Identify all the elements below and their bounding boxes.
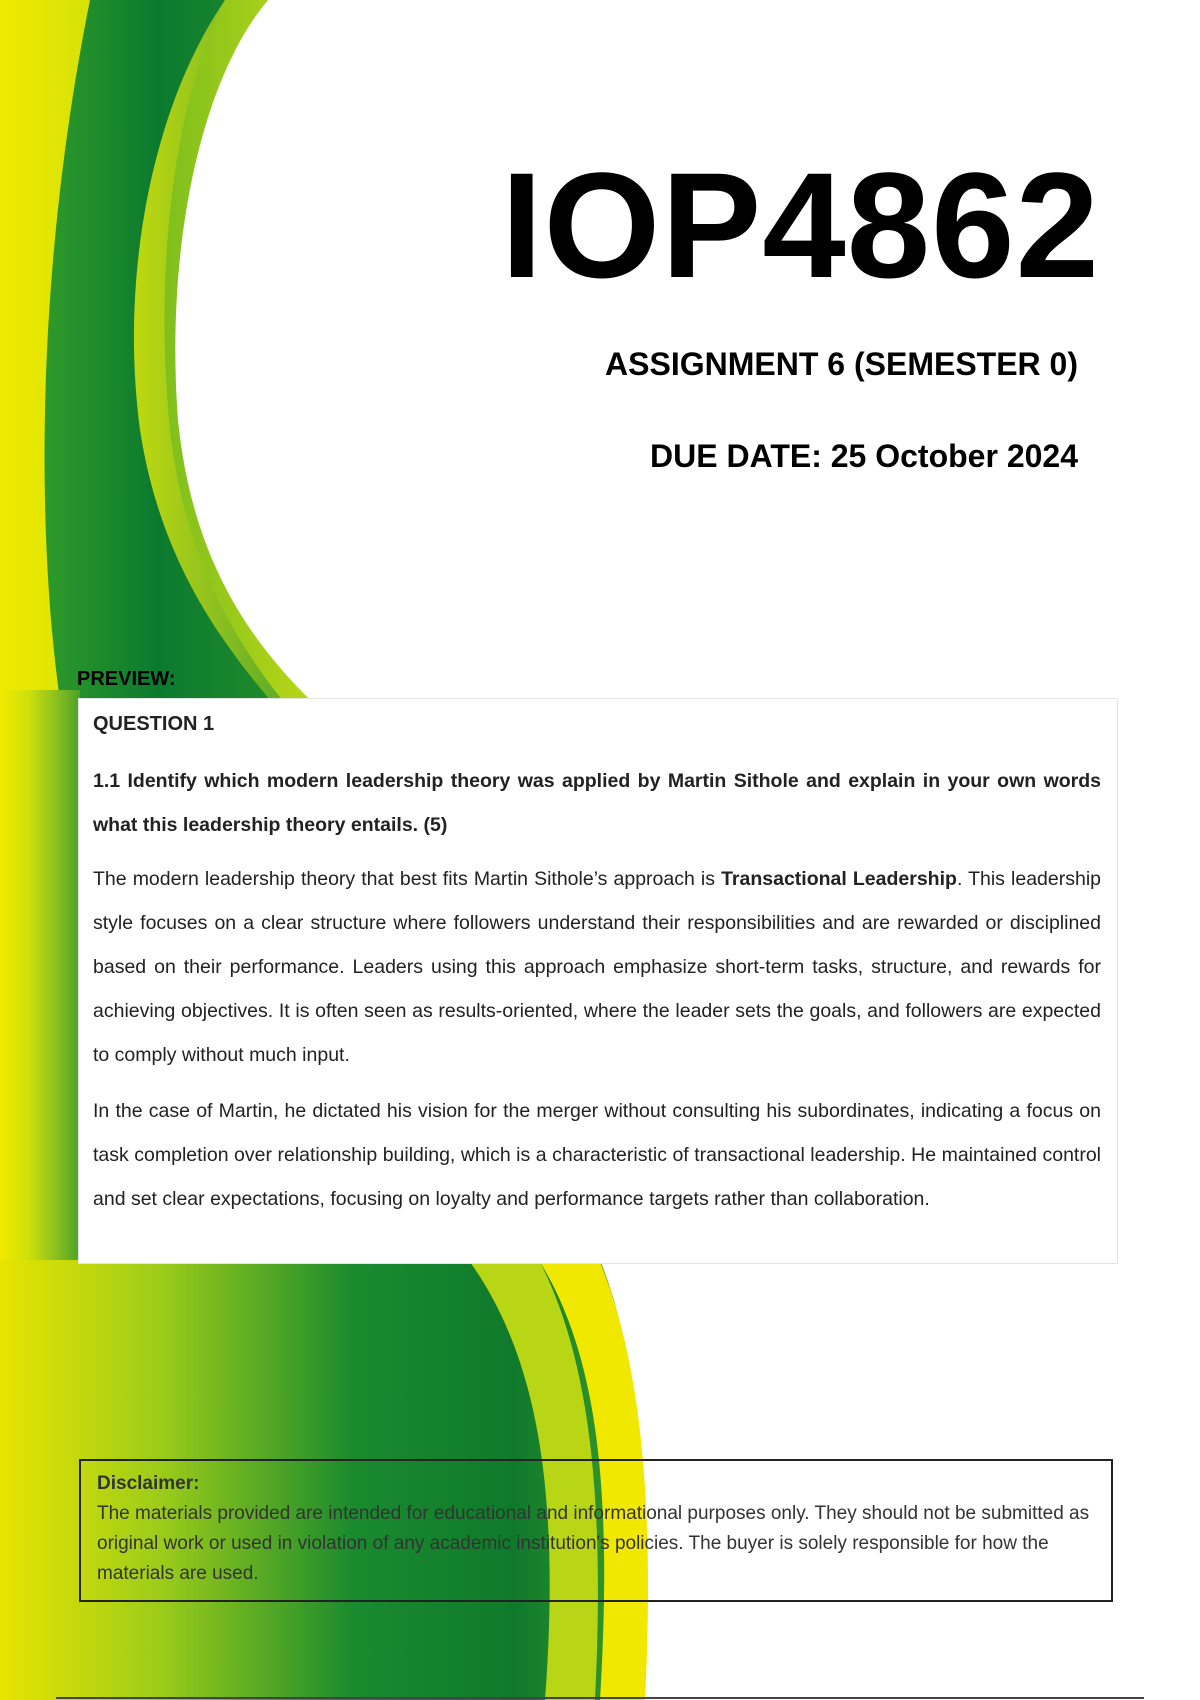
course-code-title: IOP4862 bbox=[500, 141, 1100, 309]
preview-label: PREVIEW: bbox=[77, 668, 176, 690]
bottom-divider bbox=[56, 1697, 1144, 1699]
answer-paragraph-1-end: . This leadership style focuses on a clear structure where followers understand their responsibilities and are rewarded or disciplined based on their performance. Leaders using this approach emphasize short-term tasks, structure, and rewards for achieving objectives. It is often seen as results-oriented, where the leader sets the goals, and followers are expected to comply without much input. bbox=[93, 868, 1101, 1066]
due-date-heading: DUE DATE: 25 October 2024 bbox=[650, 438, 1078, 474]
disclaimer-text: The materials provided are intended for educational and informational purposes only. They should not be submitted as original work or used in violation of any academic institution's policies. The buyer is solely responsible for how the materials are used. bbox=[97, 1503, 1090, 1584]
assignment-heading: ASSIGNMENT 6 (SEMESTER 0) bbox=[605, 346, 1078, 382]
question-title: QUESTION 1 bbox=[93, 713, 215, 735]
answer-paragraph-1 bbox=[93, 857, 1101, 1077]
disclaimer-box bbox=[79, 1459, 1113, 1602]
question-text: 1.1 Identify which modern leadership theory was applied by Martin Sithole and explain in your own words what this leadership theory entails. (5) bbox=[93, 770, 1101, 836]
answer-paragraph-2: In the case of Martin, he dictated his vision for the merger without consulting his subordinates, indicating a focus on task completion over relationship building, which is a characteristic of transactional leadership. He maintained control and set clear expectations, focusing on loyalty and performance targets rather than collaboration. bbox=[93, 1100, 1101, 1210]
preview-box bbox=[78, 698, 1118, 1264]
theory-name-bold: Transactional Leadership bbox=[721, 868, 957, 890]
disclaimer-title: Disclaimer: bbox=[97, 1473, 200, 1494]
answer-paragraph-1-start: The modern leadership theory that best fits Martin Sithole’s approach is bbox=[93, 868, 722, 890]
